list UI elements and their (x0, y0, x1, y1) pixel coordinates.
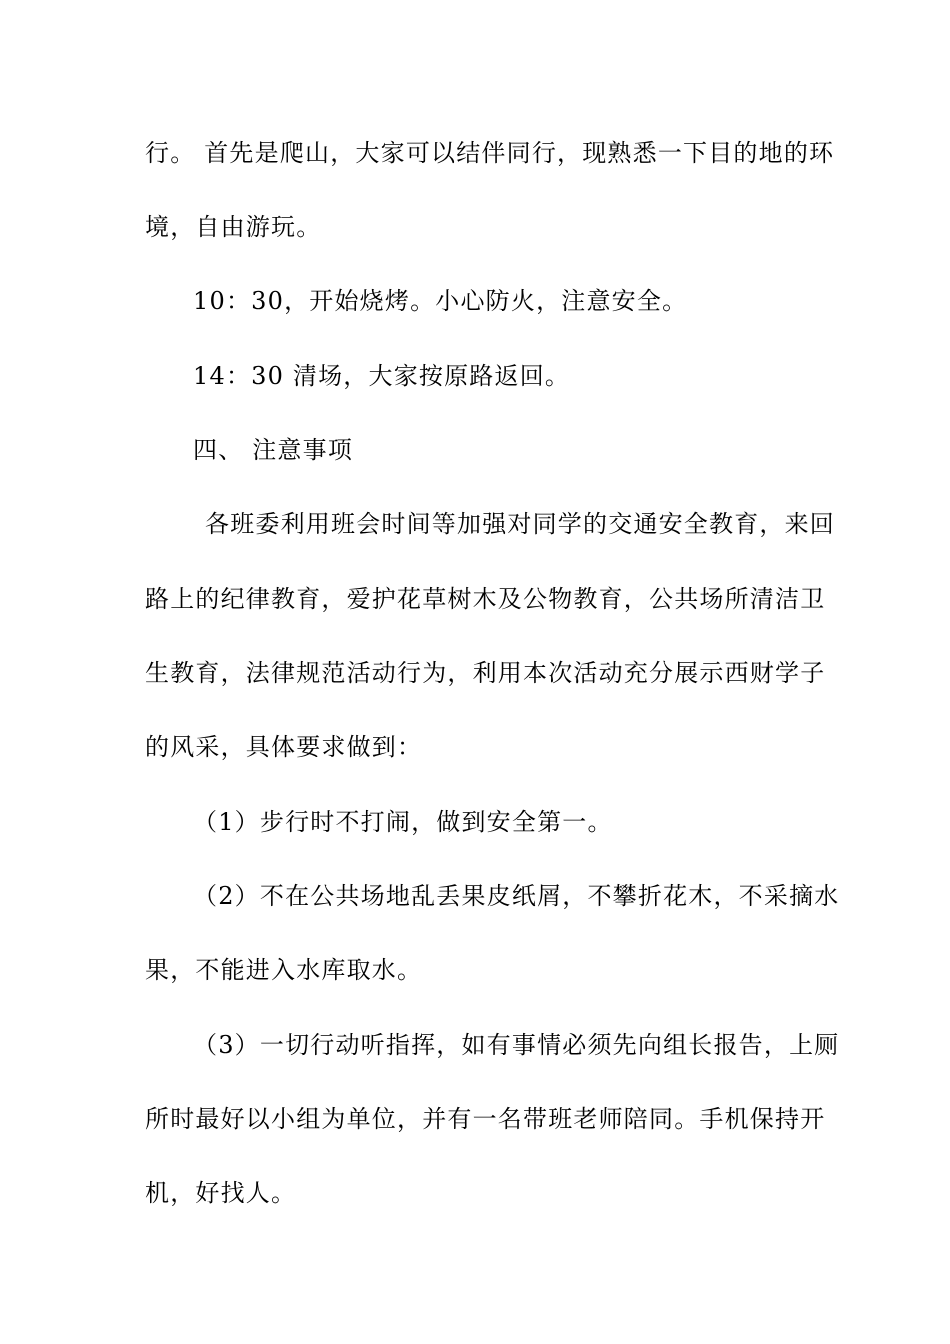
text-line-12: 果，不能进入水库取水。 (145, 956, 423, 984)
text-line-3: 10：30，开始烧烤。小心防火，注意安全。 (193, 287, 688, 315)
text-line-2: 境，自由游玩。 (145, 213, 322, 241)
text-line-15: 机，好找人。 (145, 1179, 297, 1207)
text-line-14: 所时最好以小组为单位，并有一名带班老师陪同。手机保持开 (145, 1105, 826, 1133)
text-line-7: 路上的纪律教育，爱护花草树木及公物教育，公共场所清洁卫 (145, 585, 826, 613)
text-line-9: 的风采，具体要求做到： (145, 733, 423, 761)
section-heading: 四、 注意事项 (193, 436, 354, 464)
text-line-4: 14：30 清场，大家按原路返回。 (193, 362, 571, 390)
text-line-8: 生教育，法律规范活动行为，利用本次活动充分展示西财学子 (145, 659, 826, 687)
text-line-6: 各班委利用班会时间等加强对同学的交通安全教育，来回 (205, 510, 835, 538)
list-item-2: （2）不在公共场地乱丢果皮纸屑，不攀折花木，不采摘水 (193, 882, 840, 910)
list-item-1: （1）步行时不打闹，做到安全第一。 (193, 808, 613, 836)
list-item-3: （3）一切行动听指挥，如有事情必须先向组长报告，上厕 (193, 1031, 840, 1059)
text-line-1: 行。 首先是爬山，大家可以结伴同行，现熟悉一下目的地的环 (145, 139, 835, 167)
